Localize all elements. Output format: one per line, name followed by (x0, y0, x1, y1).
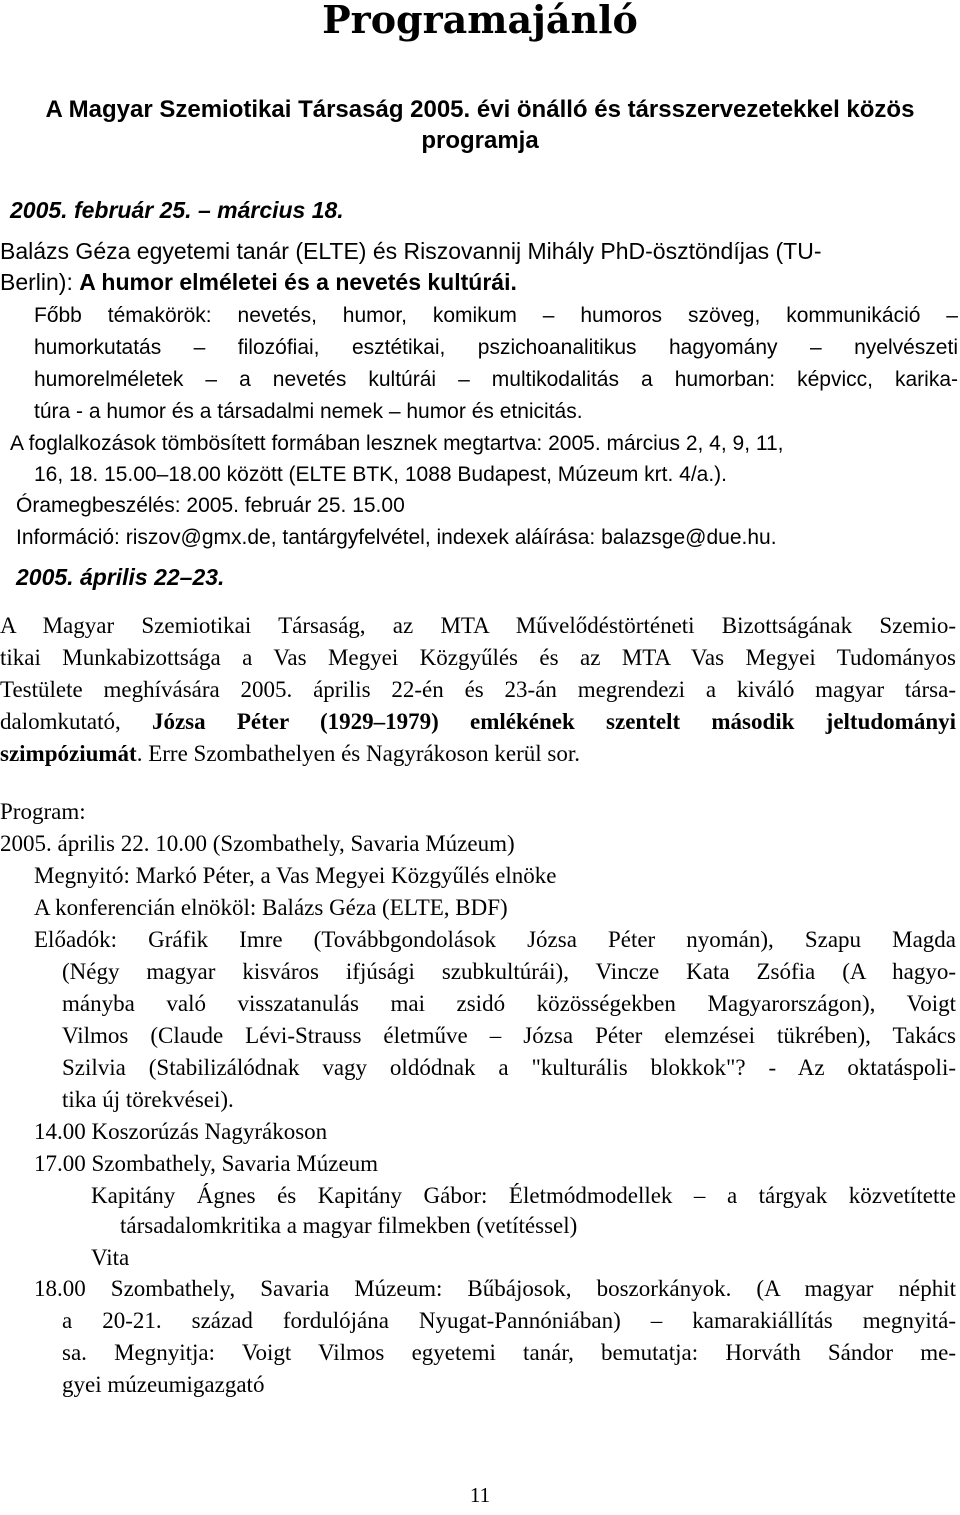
course-title: A humor elméletei és a nevetés kultúrái. (79, 269, 517, 295)
program-line: mányba való visszatanulás mai zsidó közösségekben Magyarországon), Voigt (62, 991, 956, 1016)
symposium-word: szimpóziumát (0, 741, 137, 766)
program-line: gyei múzeumigazgató (62, 1372, 265, 1397)
subtitle (0, 94, 960, 156)
program-line: 2005. április 22. 10.00 (Szombathely, Savaria Múzeum) (0, 831, 515, 856)
program-line: sa. Megnyitja: Voigt Vilmos egyetemi tanár, bemutatja: Horváth Sándor me- (62, 1340, 956, 1365)
consultation: Óramegbeszélés: 2005. február 25. 15.00 (16, 494, 405, 517)
event2-para-line-3: Testülete meghívására 2005. április 22-én és 23-án megrendezi a kiváló magyar társa- (0, 677, 956, 702)
program-line: Szilvia (Stabilizálódnak vagy oldódnak a "kulturális blokkok"? - Az oktatáspoli- (62, 1055, 956, 1080)
topics-line-2: humorkutatás – filozófiai, esztétikai, pszichoanalitikus hagyomány – nyelvészeti (34, 336, 958, 359)
symposium-title: Józsa Péter (1929–1979) emlékének szentelt második jeltudományi (151, 709, 957, 734)
program-line: Vilmos (Claude Lévi-Strauss életműve – Józsa Péter elemzései tükrében), Takács (62, 1023, 956, 1048)
program-line: 14.00 Koszorúzás Nagyrákoson (34, 1119, 328, 1144)
event2-para-line-2: tikai Munkabizottsága a Vas Megyei Közgyűlés és az MTA Vas Megyei Tudományos (0, 645, 956, 670)
program-line: társadalomkritika a magyar filmekben (vetítéssel) (120, 1213, 578, 1238)
event1-intro-line-2 (0, 268, 517, 296)
event1-date: 2005. február 25. – március 18. (10, 197, 344, 223)
program-line: 18.00 Szombathely, Savaria Múzeum: Bűbájosok, boszorkányok. (A magyar néphit (34, 1276, 956, 1301)
event2-date: 2005. április 22–23. (16, 564, 225, 590)
topics-line-3: humorelméletek – a nevetés kultúrái – multikodalitás a humorban: képvicc, karika- (34, 368, 958, 391)
event2-para-line-1: A Magyar Szemiotikai Társaság, az MTA Művelődéstörténeti Bizottságának Szemio- (0, 613, 956, 638)
topics-line-4: túra - a humor és a társadalmi nemek – humor és etnicitás. (34, 400, 583, 423)
para-prefix: dalomkutató, (0, 709, 152, 734)
event1-intro-line-1: Balázs Géza egyetemi tanár (ELTE) és Riszovannij Mihály PhD-ösztöndíjas (TU- (0, 238, 822, 264)
program-label: Program: (0, 799, 86, 824)
topics-line-1: Főbb témakörök: nevetés, humor, komikum – humoros szöveg, kommunikáció – (34, 304, 958, 327)
program-line: tika új törekvései). (62, 1087, 234, 1112)
para-end: . Erre Szombathelyen és Nagyrákoson kerül sor. (136, 741, 580, 766)
page-title: Programajánló (322, 0, 638, 42)
program-line: a 20-21. század fordulójána Nyugat-Pannóniában) – kamarakiállítás megnyitá- (62, 1308, 956, 1333)
intro-prefix: Berlin): (0, 269, 80, 295)
program-line: Vita (91, 1245, 130, 1270)
event2-para-line-4 (0, 708, 956, 736)
program-line: A konferencián elnököl: Balázs Géza (ELTE, BDF) (34, 895, 508, 920)
page-number: 11 (469, 1483, 491, 1507)
subtitle-line-1: A Magyar Szemiotikai Társaság 2005. évi önálló és társszervezetekkel közös (45, 96, 915, 123)
info-line: Információ: riszov@gmx.de, tantárgyfelvétel, indexek aláírása: balazsge@due.hu. (16, 526, 777, 549)
schedule-line-2: 16, 18. 15.00–18.00 között (ELTE BTK, 1088 Budapest, Múzeum krt. 4/a.). (34, 463, 727, 486)
program-line: 17.00 Szombathely, Savaria Múzeum (34, 1151, 379, 1176)
program-line: (Négy magyar kisváros ifjúsági szubkultúrái), Vincze Kata Zsófia (A hagyo- (62, 959, 956, 984)
program-line: Kapitány Ágnes és Kapitány Gábor: Életmódmodellek – a tárgyak közvetítette (91, 1183, 956, 1208)
event2-para-line-5 (0, 740, 580, 768)
program-line: Megnyitó: Markó Péter, a Vas Megyei Közgyűlés elnöke (34, 863, 557, 888)
program-line: Előadók: Gráfik Imre (Továbbgondolások Józsa Péter nyomán), Szapu Magda (34, 927, 956, 952)
schedule-line-1: A foglalkozások tömbösített formában lesznek megtartva: 2005. március 2, 4, 9, 11, (10, 432, 784, 455)
subtitle-line-2: programja (421, 127, 539, 154)
